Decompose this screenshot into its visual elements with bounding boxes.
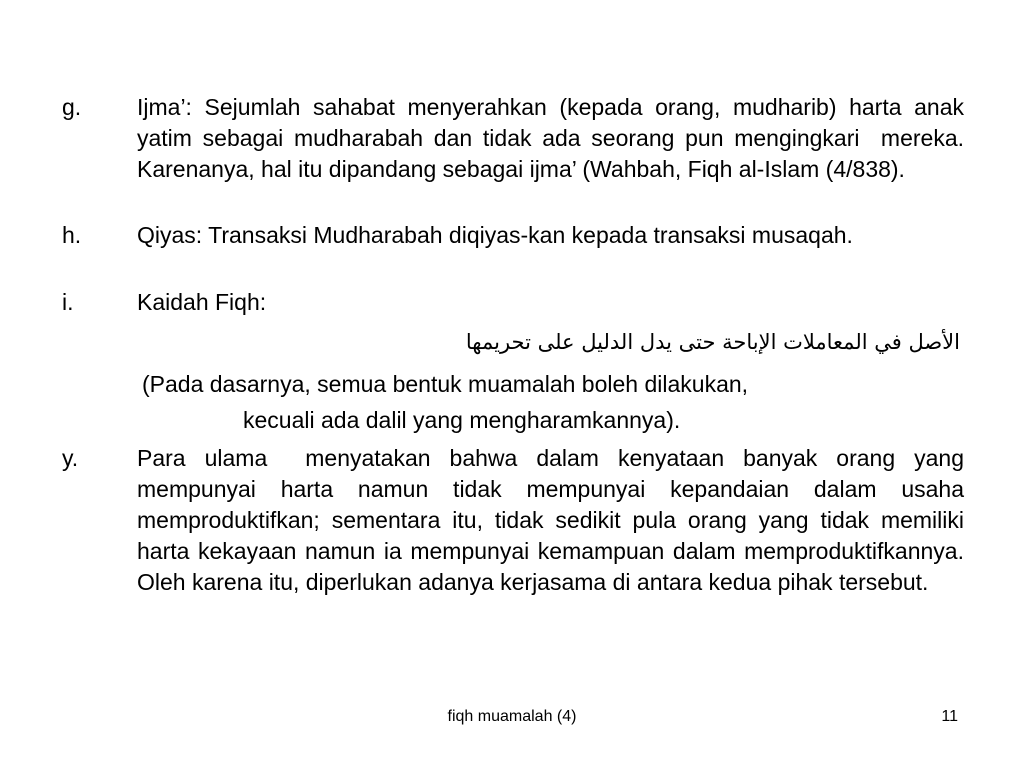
footer-title: fiqh muamalah (4): [447, 708, 577, 725]
list-marker: y.: [62, 445, 79, 471]
list-item-text: Para ulama menyatakan bahwa dalam kenyataan banyak orang yang mempunyai harta namun tidak mempunyai kepandaian dalam usaha memproduktifkan; sementara itu, tidak sedikit pula orang yang tidak memiliki harta kekayaan namun ia mempunyai kemampuan dalam memproduktifkannya. Oleh karena itu, diperlukan adanya kerjasama di antara kedua pihak tersebut.: [137, 445, 971, 595]
list-item-text: Qiyas: Transaksi Mudharabah diqiyas-kan kepada transaksi musaqah.: [137, 222, 853, 248]
list-item-text: Kaidah Fiqh:: [137, 289, 267, 315]
list-marker: i.: [62, 289, 74, 315]
kaidah-translation-line-2: kecuali ada dalil yang mengharamkannya).: [243, 407, 681, 433]
list-item-text: Ijma’: Sejumlah sahabat menyerahkan (kepada orang, mudharib) harta anak yatim sebagai mudharabah dan tidak ada seorang pun mengingkari mereka. Karenanya, hal itu dipandang sebagai ijma’ (Wahbah, Fiqh al-Islam (4/838).: [137, 94, 971, 182]
list-item-y: [62, 443, 971, 598]
page-number: 11: [941, 708, 958, 725]
list-item-i: [62, 287, 964, 318]
kaidah-translation-line-1: (Pada dasarnya, semua bentuk muamalah boleh dilakukan,: [142, 371, 749, 397]
list-marker: g.: [62, 94, 82, 120]
list-item-g: [62, 92, 971, 185]
kaidah-arabic-text: الأصل في المعاملات الإباحة حتى يدل الدليل على تحريمها: [465, 330, 960, 354]
list-item-h: [62, 220, 964, 251]
list-marker: h.: [62, 222, 82, 248]
